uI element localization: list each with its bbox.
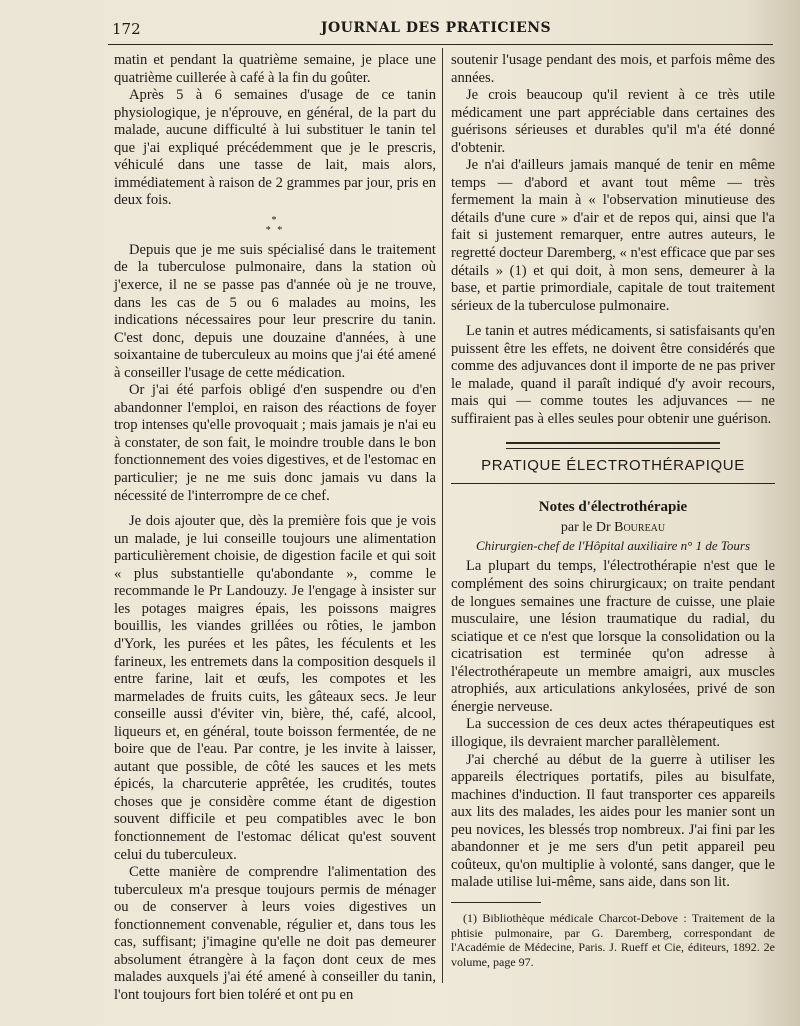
right-column [451, 52, 775, 970]
asterism-divider: * * * [265, 214, 285, 236]
page-number: 172 [112, 20, 141, 38]
column-divider [442, 48, 443, 983]
paragraph: Je n'ai d'ailleurs jamais manqué de tenir en même temps — d'abord et avant tout même — très fermement la main à « l'observation minutieuse des détails d'une cure » d'air et de repos qui, ainsi que l'a fait si justement remarquer, entre autres auteurs, le regretté docteur Daremberg, « n'est efficace que par ses détails » (1) et qui doit, à mon sens, demeurer à la base, et partie primordiale, capitale de tout traitement sérieux de la tuberculose pulmonaire. [451, 157, 775, 314]
paragraph: Depuis que je me suis spécialisé dans le traitement de la tuberculose pulmonaire, dans la station où j'exerce, il ne se passe pas d'année où je ne trouve, dans les cas de 5 ou 6 malades au moins, les indications nécessaires pour leur prescrire du tanin. C'est donc, depuis une douzaine d'années, à une soixantaine de tuberculeux au moins que j'ai été amené à conseiller l'usage de cette médication. [114, 241, 436, 381]
paragraph: Le tanin et autres médicaments, si satisfaisants qu'en puissent être les effets, ne doivent être considérés que comme des adjuvances dont il importe de ne pas priver le malade, quand il paraît indiqué d'y avoir recours, mais qui — comme toutes les adjuvances — ne suffiraient pas à elles seules pour obtenir une guérison. [451, 323, 775, 427]
paragraph: Je dois ajouter que, dès la première fois que je vois un malade, je lui conseille toujours une alimentation particulièrement choisie, de digestion facile et qui soit « plus substantielle qu'abondante », comme le recommande le Pr Landouzy. Je l'engage à insister sur les potages maigres épais, les poissons maigres bouillis, les viandes grillées ou rôties, le jambon d'York, les purées et les pâtes, les féculents et les farineux, les entremets dans la composition desquels il entre farine, lait et œufs, les compotes et les marmelades de fruits cuits, les gâteaux secs. Je leur conseille aussi d'éviter vin, bière, thé, café, alcool, liqueurs et, en général, toute boisson fermentée, de ne boire que de l'eau. Par contre, je les invite à laisser, autant que possible, de côté les sauces et les mets épicés, la charcuterie apprêtée, les crudités, toutes choses que je considère comme étant de digestion souvent difficile et peu compatibles avec le bon fonctionnement de l'estomac délicat qu'est souvent celui du tuberculeux. [114, 513, 436, 863]
section-bottom-rule [451, 483, 775, 484]
section-rule [506, 442, 720, 449]
footnote: (1) Bibliothèque médicale Charcot-Debove : Traitement de la phtisie pulmonaire, par G. Daremberg, correspondant de l'Académie de Médecine, Paris. J. Rueff et Cie, éditeurs, 1892. 2e volume, page 97. [451, 910, 775, 970]
author-name: Boureau [614, 520, 666, 536]
journal-title: JOURNAL DES PRATICIENS [320, 20, 552, 36]
article-title: Notes d'électrothérapie [538, 499, 688, 516]
paragraph: Après 5 à 6 semaines d'usage de ce tanin physiologique, je n'éprouve, en général, de la part du malade, aucune difficulté à lui substituer le tanin tel que j'ai expliqué précédemment que je le prescris, véhiculé dans une tasse de lait, mais alors, immédiatement à raison de 2 grammes par jour, pris en deux fois. [114, 87, 436, 209]
footnote-rule [451, 902, 541, 903]
paragraph: soutenir l'usage pendant des mois, et parfois même des années. [451, 52, 775, 86]
paragraph: matin et pendant la quatrième semaine, je place une quatrième cuillerée à café à la fin du goûter. [114, 52, 436, 86]
running-head [112, 20, 760, 42]
author-affiliation: Chirurgien-chef de l'Hôpital auxiliaire n° 1 de Tours [475, 538, 751, 554]
header-rule [108, 44, 773, 45]
paragraph: La succession de ces deux actes thérapeutiques est illogique, ils devraient marcher parallèlement. [451, 716, 775, 750]
paragraph: La plupart du temps, l'électrothérapie n'est que le complément des soins chirurgicaux; on traite pendant de longues semaines une fracture de cuisse, une plaie musculaire, une lésion traumatique du radial, du sciatique et ce n'est que lorsque la consolidation ou la cicatrisation est terminée qu'on adresse à l'électrothérapeute un membre amaigri, aux muscles atrophiés, aux articulations ankylosées, privé de son énergie nerveuse. [451, 558, 775, 715]
byline [451, 519, 775, 537]
paragraph: Je crois beaucoup qu'il revient à ce très utile médicament une part appréciable dans certaines des guérisons sérieuses et durables qu'il m'a été donné d'obtenir. [451, 87, 775, 156]
paragraph: J'ai cherché au début de la guerre à utiliser les appareils électriques portatifs, piles au bisulfate, machines d'induction. Il faut transporter ces appareils aux lits des malades, les aides pour les manier sont un peu novices, les blessés trop nombreux. J'ai fini par les abandonner et je me sers d'un petit appareil peu coûteux, qu'on multiplie à volonté, sans danger, que le malade utilise lui-même, sans aide, dans son lit. [451, 751, 775, 891]
section-title: PRATIQUE ÉLECTROTHÉRAPIQUE [481, 457, 745, 475]
left-column [114, 52, 436, 1004]
paragraph: Or j'ai été parfois obligé d'en suspendre ou d'en abandonner l'emploi, en raison des réactions de foyer trop intenses qu'elle provoquait ; mais jamais je n'ai eu à constater, de son fait, le moindre trouble dans le bon fonctionnement des voies digestives, et de l'estomac en particulier; je ne me suis donc jamais vu dans la nécessité de l'interrompre de ce chef. [114, 382, 436, 504]
byline-prefix: par le Dr [560, 520, 611, 536]
paragraph: Cette manière de comprendre l'alimentation des tuberculeux m'a presque toujours permis de ménager ou de conserver à leurs voies digestives un fonctionnement convenable, régulier et, dans tous les cas, suffisant; j'imagine qu'elle ne doit pas demeurer absolument étrangère à la façon dont ceux de mes malades auxquels j'ai été amené à conseiller du tanin, l'ont toujours fort bien toléré et ont pu en [114, 864, 436, 1003]
